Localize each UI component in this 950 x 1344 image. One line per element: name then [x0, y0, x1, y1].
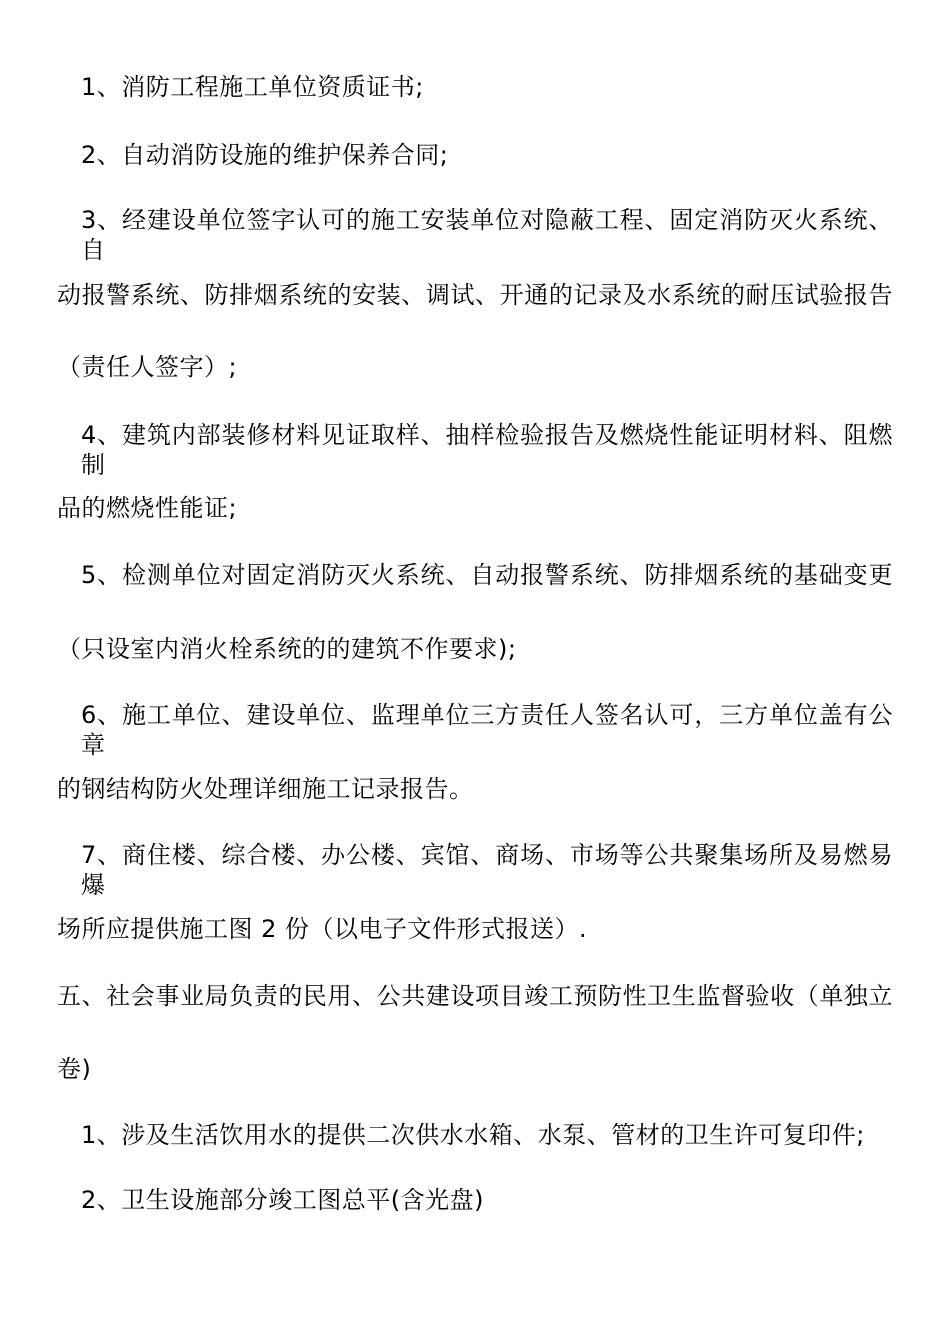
section-5-heading-line-1: 五、社会事业局负责的民用、公共建设项目竣工预防性卫生监督验收（单独立 — [57, 982, 893, 1010]
item-7-line-2: 场所应提供施工图 2 份（以电子文件形式报送）. — [57, 915, 588, 943]
item-6-line-1: 6、施工单位、建设单位、监理单位三方责任人签名认可，三方单位盖有公章 — [81, 701, 893, 759]
item-3-line-2: 动报警系统、防排烟系统的安装、调试、开通的记录及水系统的耐压试验报告 — [57, 281, 893, 309]
section-5-item-1-line: 1、涉及生活饮用水的提供二次供水水箱、水泵、管材的卫生许可复印件; — [81, 1121, 865, 1149]
item-2-line: 2、自动消防设施的维护保养合同; — [81, 141, 449, 169]
item-4-line-2: 品的燃烧性能证; — [57, 494, 238, 522]
item-6-line-2: 的钢结构防火处理详细施工记录报告。 — [57, 775, 474, 803]
item-4-line-1: 4、建筑内部装修材料见证取样、抽样检验报告及燃烧性能证明材料、阻燃制 — [81, 421, 893, 479]
item-7-line-1: 7、商住楼、综合楼、办公楼、宾馆、商场、市场等公共聚集场所及易燃易爆 — [81, 841, 893, 899]
section-5-heading-line-2: 卷) — [57, 1055, 92, 1083]
section-5-item-2-line: 2、卫生设施部分竣工图总平(含光盘) — [81, 1186, 484, 1214]
item-5-line-2: （只设室内消火栓系统的的建筑不作要求); — [57, 635, 517, 663]
item-5-line-1: 5、检测单位对固定消防灭火系统、自动报警系统、防排烟系统的基础变更 — [81, 561, 893, 589]
item-1-line: 1、消防工程施工单位资质证书; — [81, 73, 424, 101]
item-3-line-3: （责任人签字）; — [57, 353, 238, 381]
item-3-line-1: 3、经建设单位签字认可的施工安装单位对隐蔽工程、固定消防灭火系统、自 — [81, 206, 893, 264]
